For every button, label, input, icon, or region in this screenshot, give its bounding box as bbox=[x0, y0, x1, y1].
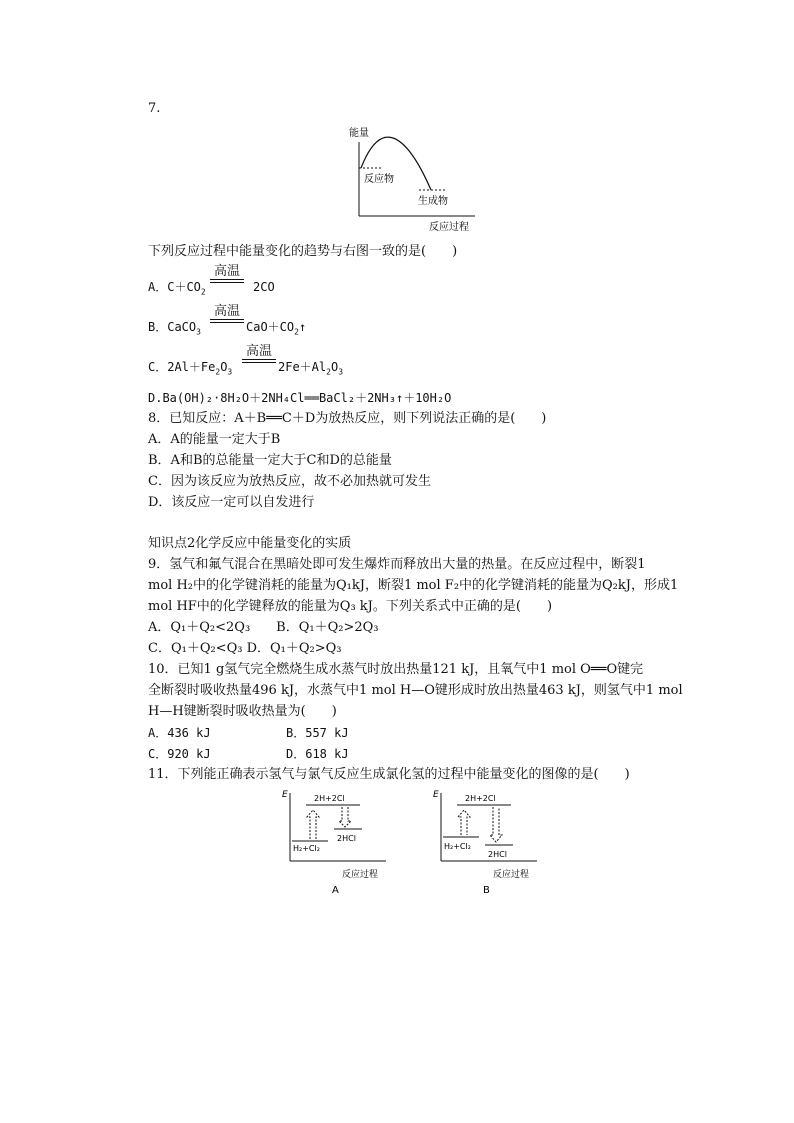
q7-a-sub: 2 bbox=[200, 287, 206, 297]
q10-line3: H—H键断裂时吸收热量为( ) bbox=[148, 704, 337, 719]
q7-energy-diagram bbox=[345, 122, 480, 234]
q7-b-product: CaO＋CO bbox=[246, 320, 295, 334]
q7-b-condition bbox=[210, 305, 244, 323]
q7-option-c bbox=[148, 344, 344, 382]
q7-c-part1: C．2Al＋Fe bbox=[148, 360, 216, 374]
q7-product-label: 生成物 bbox=[418, 196, 448, 207]
q7-b-part1: B．CaCO bbox=[148, 320, 197, 334]
q7-a-cond-text: 高温 bbox=[213, 264, 240, 279]
q9-line1: 9．氢气和氟气混合在黑暗处即可发生爆炸而释放出大量的热量。在反应过程中，断裂1 bbox=[148, 557, 646, 572]
q11-b-reactants: H₂+Cl₂ bbox=[444, 842, 471, 851]
q7-c-product-sub2: 3 bbox=[338, 367, 344, 377]
q7-option-b bbox=[148, 304, 307, 342]
q11-a-e-label: E bbox=[282, 790, 288, 800]
q7-c-o: O bbox=[220, 360, 228, 374]
q11-label-a: A bbox=[332, 885, 339, 896]
q11-a-top-state: 2H+2Cl bbox=[314, 794, 345, 803]
q9-line2: mol H₂中的化学键消耗的能量为Q₁kJ，断裂1 mol F₂中的化学键消耗的能量为Q₂kJ，形成1 bbox=[148, 578, 679, 593]
q11-a-reactants: H₂+Cl₂ bbox=[293, 844, 320, 853]
q11-b-product: 2HCl bbox=[488, 850, 507, 859]
q8-stem: 8．已知反应：A＋B══C＋D为放热反应，则下列说法正确的是( ) bbox=[148, 411, 547, 426]
q8-option-b: B．A和B的总能量一定大于C和D的总能量 bbox=[148, 453, 392, 468]
q7-c-cond-text: 高温 bbox=[245, 344, 272, 359]
q7-c-product-sub1: 2 bbox=[326, 367, 331, 377]
q7-b-product-sub: 2 bbox=[294, 327, 299, 337]
q7-a-product: 2CO bbox=[253, 280, 275, 294]
q11-stem: 11．下列能正确表示氢气与氯气反应生成氯化氢的过程中能量变化的图像的是( ) bbox=[148, 767, 630, 782]
q9-options-cd: C．Q₁＋Q₂<Q₃ D．Q₁＋Q₂>Q₃ bbox=[148, 641, 342, 656]
q7-c-condition bbox=[242, 345, 276, 363]
q10-line1: 10．已知1 g氢气完全燃烧生成水蒸气时放出热量121 kJ，且氧气中1 mol O══O键完 bbox=[148, 662, 644, 677]
q7-c-product: 2Fe＋Al bbox=[278, 360, 327, 374]
q11-label-b: B bbox=[483, 885, 490, 896]
q7-a-condition bbox=[210, 265, 244, 283]
q7-c-sub1: 2 bbox=[215, 367, 221, 377]
q10-option-b: B．557 kJ bbox=[286, 726, 349, 740]
q7-reactant-label: 反应物 bbox=[364, 174, 394, 185]
q10-option-c: C．920 kJ bbox=[148, 747, 211, 761]
q7-option-d: D.Ba(OH)₂·8H₂O＋2NH₄Cl══BaCl₂＋2NH₃↑＋10H₂O bbox=[148, 391, 452, 405]
q7-b-sub: 3 bbox=[196, 327, 201, 337]
q10-option-d: D．618 kJ bbox=[286, 747, 349, 761]
q9-options-ab: A．Q₁＋Q₂<2Q₃ B．Q₁＋Q₂>2Q₃ bbox=[148, 620, 379, 635]
q7-b-cond-text: 高温 bbox=[213, 304, 240, 319]
q10-line2: 全断裂时吸收热量496 kJ，水蒸气中1 mol H—O键形成时放出热量463 kJ，则氢气中1 mol bbox=[148, 683, 683, 698]
q7-y-axis-label: 能量 bbox=[349, 128, 369, 139]
q10-option-a: A．436 kJ bbox=[148, 726, 211, 740]
q7-c-sub2: 3 bbox=[227, 367, 233, 377]
q11-diagram-b bbox=[433, 787, 543, 897]
q7-a-part1: A．C＋CO bbox=[148, 280, 201, 294]
q9-line3: mol HF中的化学键释放的能量为Q₃ kJ。下列关系式中正确的是( ) bbox=[148, 599, 553, 614]
q8-option-c: C．因为该反应为放热反应，故不必加热就可发生 bbox=[148, 474, 431, 489]
q11-a-x-axis: 反应过程 bbox=[342, 870, 379, 880]
q7-stem: 下列反应过程中能量变化的趋势与右图一致的是( ) bbox=[148, 244, 458, 259]
q11-a-product: 2HCl bbox=[337, 834, 356, 843]
section-heading: 知识点2化学反应中能量变化的实质 bbox=[148, 536, 352, 551]
q7-number: 7. bbox=[148, 101, 161, 116]
q11-b-x-axis: 反应过程 bbox=[493, 870, 530, 880]
q7-b-gas-arrow: ↑ bbox=[298, 320, 307, 334]
q11-diagram-a bbox=[282, 787, 392, 897]
q7-option-a bbox=[148, 264, 275, 302]
q11-b-e-label: E bbox=[433, 790, 439, 800]
q11-b-top-state: 2H+2Cl bbox=[465, 794, 496, 803]
q8-option-d: D．该反应一定可以自发进行 bbox=[148, 495, 315, 510]
q7-c-product-o: O bbox=[330, 360, 339, 374]
q7-x-axis-label: 反应过程 bbox=[429, 222, 469, 233]
q8-option-a: A．A的能量一定大于B bbox=[148, 432, 281, 447]
